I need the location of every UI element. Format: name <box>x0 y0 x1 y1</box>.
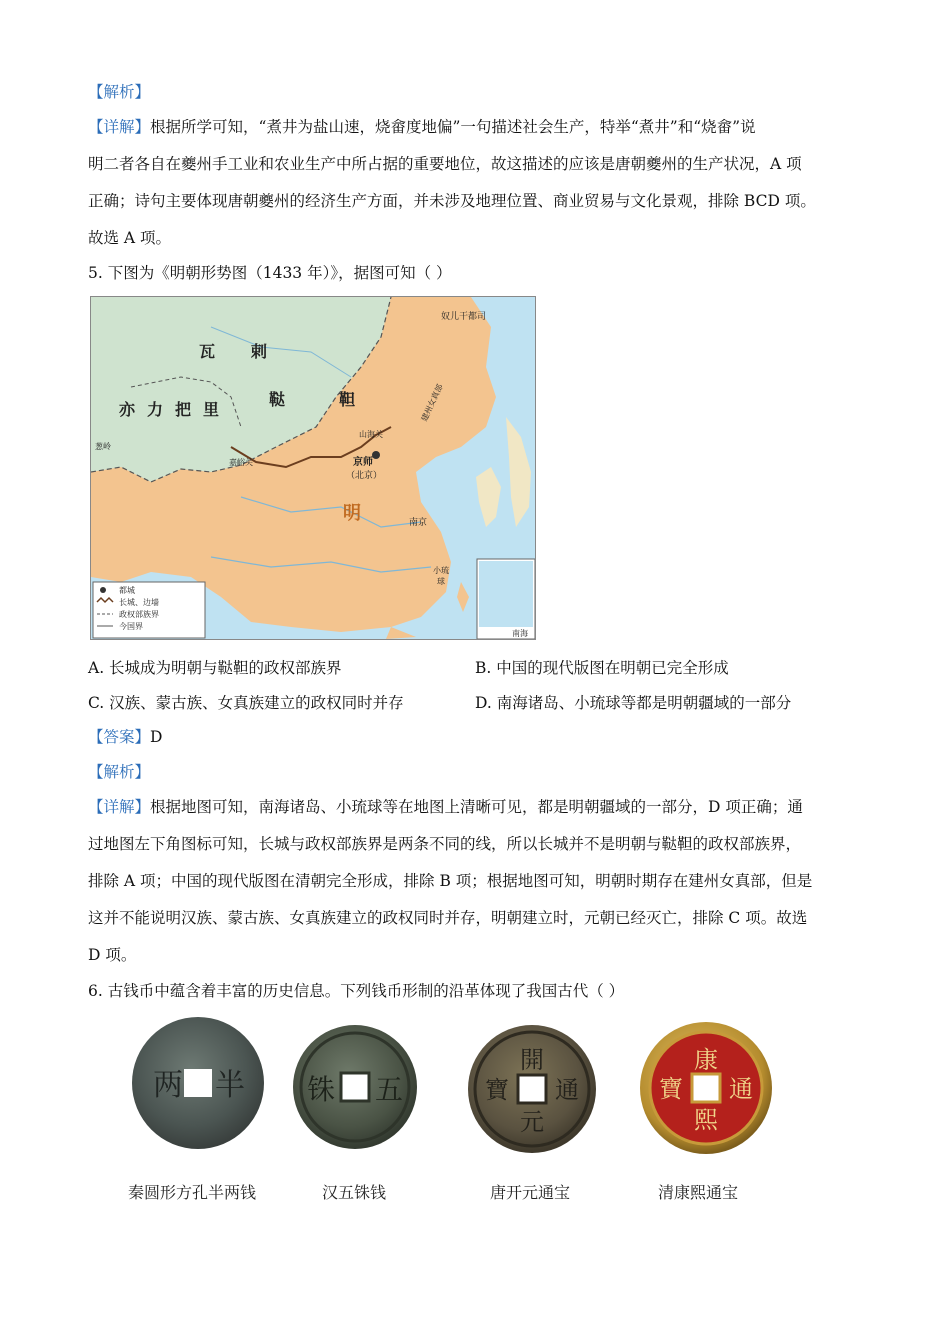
detail-label: 【详解】 <box>88 118 151 136</box>
detail-paragraph-line: D 项。 <box>88 946 137 964</box>
map-label-nanhai: 南海 <box>512 629 528 638</box>
detail-paragraph-line <box>88 797 863 817</box>
coin-qin-image <box>130 1015 266 1151</box>
option-a: A. 长城成为明朝与鞑靼的政权部族界 <box>88 659 342 677</box>
detail-paragraph-line: 这并不能说明汉族、蒙古族、女真族建立的政权同时并存，明朝建立时，元朝已经灭亡，排除 C 项。故选 <box>88 909 808 927</box>
map-label-ili-4: 里 <box>203 400 220 419</box>
coin-char: 通 <box>555 1076 579 1104</box>
coin-char: 五 <box>374 1073 404 1106</box>
detail-text: 根据所学可知，“煮井为盐山速，烧畲度地偏”一句描述社会生产，特举“煮井”和“烧畲”说 <box>150 118 756 136</box>
map-label-jianzhou: 建州女真部 <box>419 382 445 423</box>
map-label-nanjing: 南京 <box>409 518 428 528</box>
legend-text-wall: 长城、边墙 <box>119 598 159 607</box>
coin-char: 寶 <box>485 1076 509 1104</box>
detail-paragraph-line: 故选 A 项。 <box>88 229 172 247</box>
analysis-label: 【解析】 <box>88 83 151 101</box>
map-label-tatar-1: 鞑 <box>269 390 286 409</box>
question-6-stem: 6. 古钱币中蕴含着丰富的历史信息。下列钱币形制的沿革体现了我国古代（ ） <box>88 982 625 1000</box>
question-5-stem: 5. 下图为《明朝形势图（1433 年）》，据图可知（ ） <box>88 264 452 282</box>
map-label-shanhaiguan: 山海关 <box>359 430 383 439</box>
map-label-xiaoliuqiu-2: 球 <box>437 577 445 586</box>
coin-char: 两 <box>153 1068 183 1103</box>
option-b: B. 中国的现代版图在明朝已完全形成 <box>475 659 729 677</box>
ming-map <box>91 297 535 639</box>
answer-value: D <box>150 728 163 746</box>
answer-label: 【答案】 <box>88 728 151 746</box>
capital-marker <box>372 451 380 459</box>
coin-qing-kangxi <box>638 1020 774 1160</box>
map-label-jiayuguan: 嘉峪关 <box>229 458 253 467</box>
detail-paragraph-line <box>88 117 863 137</box>
ming-map-figure <box>90 296 536 640</box>
map-label-ili-3: 把 <box>175 400 192 419</box>
legend-text-border: 今国界 <box>119 622 143 631</box>
map-label-beijing: （北京） <box>346 471 383 481</box>
coin-caption-han: 汉五铢钱 <box>322 1183 387 1202</box>
coin-char: 康 <box>694 1046 718 1074</box>
option-c: C. 汉族、蒙古族、女真族建立的政权同时并存 <box>88 694 404 712</box>
map-label-congling: 葱岭 <box>95 442 111 451</box>
map-label-ili-1: 亦 <box>119 400 136 419</box>
nanhai-inset-sea <box>479 561 533 627</box>
coin-caption-qin: 秦圆形方孔半两钱 <box>128 1183 257 1202</box>
detail-paragraph-line: 过地图左下角图标可知，长城与政权部族界是两条不同的线，所以长城并不是明朝与鞑靼的政权部族界， <box>88 835 802 853</box>
coin-qin-banliang <box>130 1015 266 1155</box>
map-label-xiaoliuqiu-1: 小琉 <box>433 566 449 575</box>
coin-char: 熙 <box>694 1106 718 1134</box>
coin-char: 半 <box>215 1068 245 1103</box>
coin-qing-image <box>638 1020 774 1156</box>
option-d: D. 南海诸岛、小琉球等都是明朝疆域的一部分 <box>475 694 792 712</box>
map-label-wala-1: 瓦 <box>199 342 216 361</box>
map-label-ming: 明 <box>343 503 361 524</box>
legend-text-capital: 都城 <box>119 586 135 595</box>
map-label-wala-2: 剌 <box>251 342 268 361</box>
detail-paragraph-line: 明二者各自在夔州手工业和农业生产中所占据的重要地位，故这描述的应该是唐朝夔州的生产状况，A 项 <box>88 155 802 173</box>
coin-han-image <box>291 1023 419 1151</box>
legend-capital-symbol <box>100 587 106 593</box>
detail-paragraph-line: 排除 A 项；中国的现代版图在清朝完全形成，排除 B 项；根据地图可知，明朝时期存在建州女真部，但是 <box>88 872 813 890</box>
detail-label: 【详解】 <box>88 798 151 816</box>
coin-tang-image <box>465 1022 599 1156</box>
map-label-jingshi: 京师 <box>353 457 373 468</box>
coin-char: 铢 <box>306 1073 336 1106</box>
coin-tang-kaiyuan <box>465 1022 599 1160</box>
map-label-ili-2: 力 <box>147 400 164 419</box>
detail-paragraph-line: 正确；诗句主要体现唐朝夔州的经济生产方面，并未涉及地理位置、商业贸易与文化景观，排除 BCD 项。 <box>88 192 816 210</box>
coin-char: 開 <box>520 1046 544 1074</box>
coin-char: 元 <box>520 1108 544 1136</box>
coin-caption-qing: 清康熙通宝 <box>658 1183 739 1202</box>
answer-line <box>88 727 863 747</box>
coin-han-wuzhu <box>291 1023 419 1155</box>
coin-char: 通 <box>729 1075 753 1103</box>
map-label-tatar-2: 靼 <box>339 390 356 409</box>
coin-char: 寶 <box>659 1075 683 1103</box>
detail-text: 根据地图可知，南海诸岛、小琉球等在地图上清晰可见，都是明朝疆域的一部分，D 项正确；通 <box>150 798 803 816</box>
coin-caption-tang: 唐开元通宝 <box>490 1183 571 1202</box>
legend-text-boundary: 政权部族界 <box>119 610 159 619</box>
analysis-label: 【解析】 <box>88 763 151 781</box>
map-label-nurgan: 奴儿干都司 <box>441 312 487 322</box>
